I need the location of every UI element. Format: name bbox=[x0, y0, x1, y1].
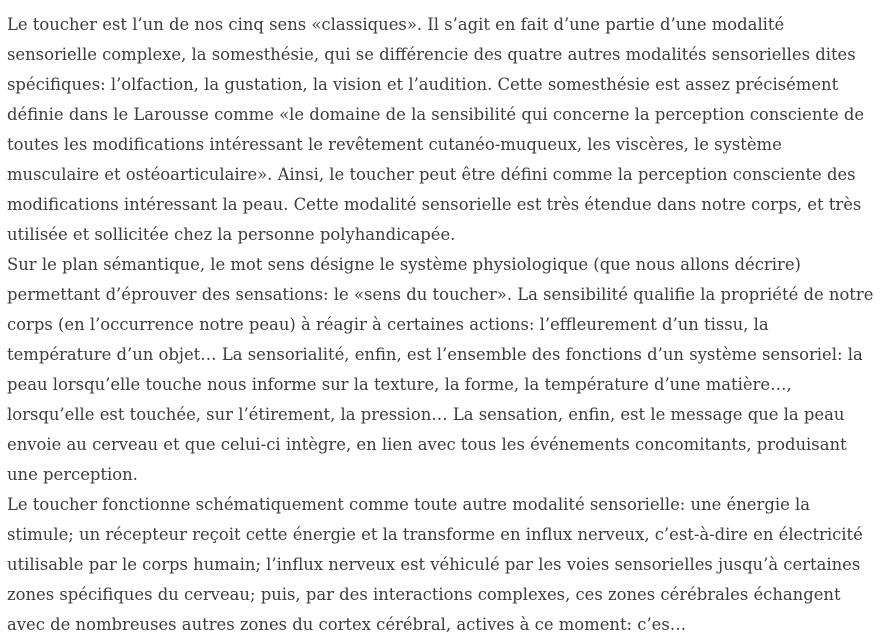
paragraph-semantique: Sur le plan sémantique, le mot sens désigne le système physiologique (que nous allons décrire) permettant d’éprouver des sensations: le «sens du toucher». La sensibilité qualifie la propriété de notre corps (en l’occurrence notre peau) à réagir à certaines actions: l’effleurement d’un tissu, la température d’un objet… La sensorialité, enfin, est l’ensemble des fonctions d’un système sensoriel: la peau lorsqu’elle touche nous informe sur la texture, la forme, la température d’une matière…, lorsqu’elle est touchée, sur l’étirement, la pression… La sensation, enfin, est le message que la peau envoie au cerveau et que celui-ci intègre, en lien avec tous les événements concomitants, produisant une perception. bbox=[7, 255, 874, 484]
paragraph-fonctionnement: Le toucher fonctionne schématiquement comme toute autre modalité sensorielle: une énergie la stimule; un récepteur reçoit cette énergie et la transforme en influx nerveux, c’est-à-dire en électricité utilisable par le corps humain; l’influx nerveux est véhiculé par les voies sensorielles jusqu’à certaines zones spécifiques du cerveau; puis, par des interactions complexes, ces zones cérébrales échangent avec de nombreuses autres zones du cortex cérébral, actives à ce moment: c’es… bbox=[7, 495, 863, 634]
paragraph-toucher-definition: Le toucher est l’un de nos cinq sens «classiques». Il s’agit en fait d’une partie d’une modalité sensorielle complexe, la somesthésie, qui se différencie des quatre autres modalités sensorielles dites spécifiques: l’olfaction, la gustation, la vision et l’audition. Cette somesthésie est assez précisément définie dans le Larousse comme «le domaine de la sensibilité qui concerne la perception consciente de toutes les modifications intéressant le revêtement cutanéo-muqueux, les viscères, le système musculaire et ostéoarticulaire». Ainsi, le toucher peut être défini comme la perception consciente des modifications intéressant la peau. Cette modalité sensorielle est très étendue dans notre corps, et très utilisée et sollicitée chez la personne polyhandicapée. bbox=[7, 15, 865, 244]
